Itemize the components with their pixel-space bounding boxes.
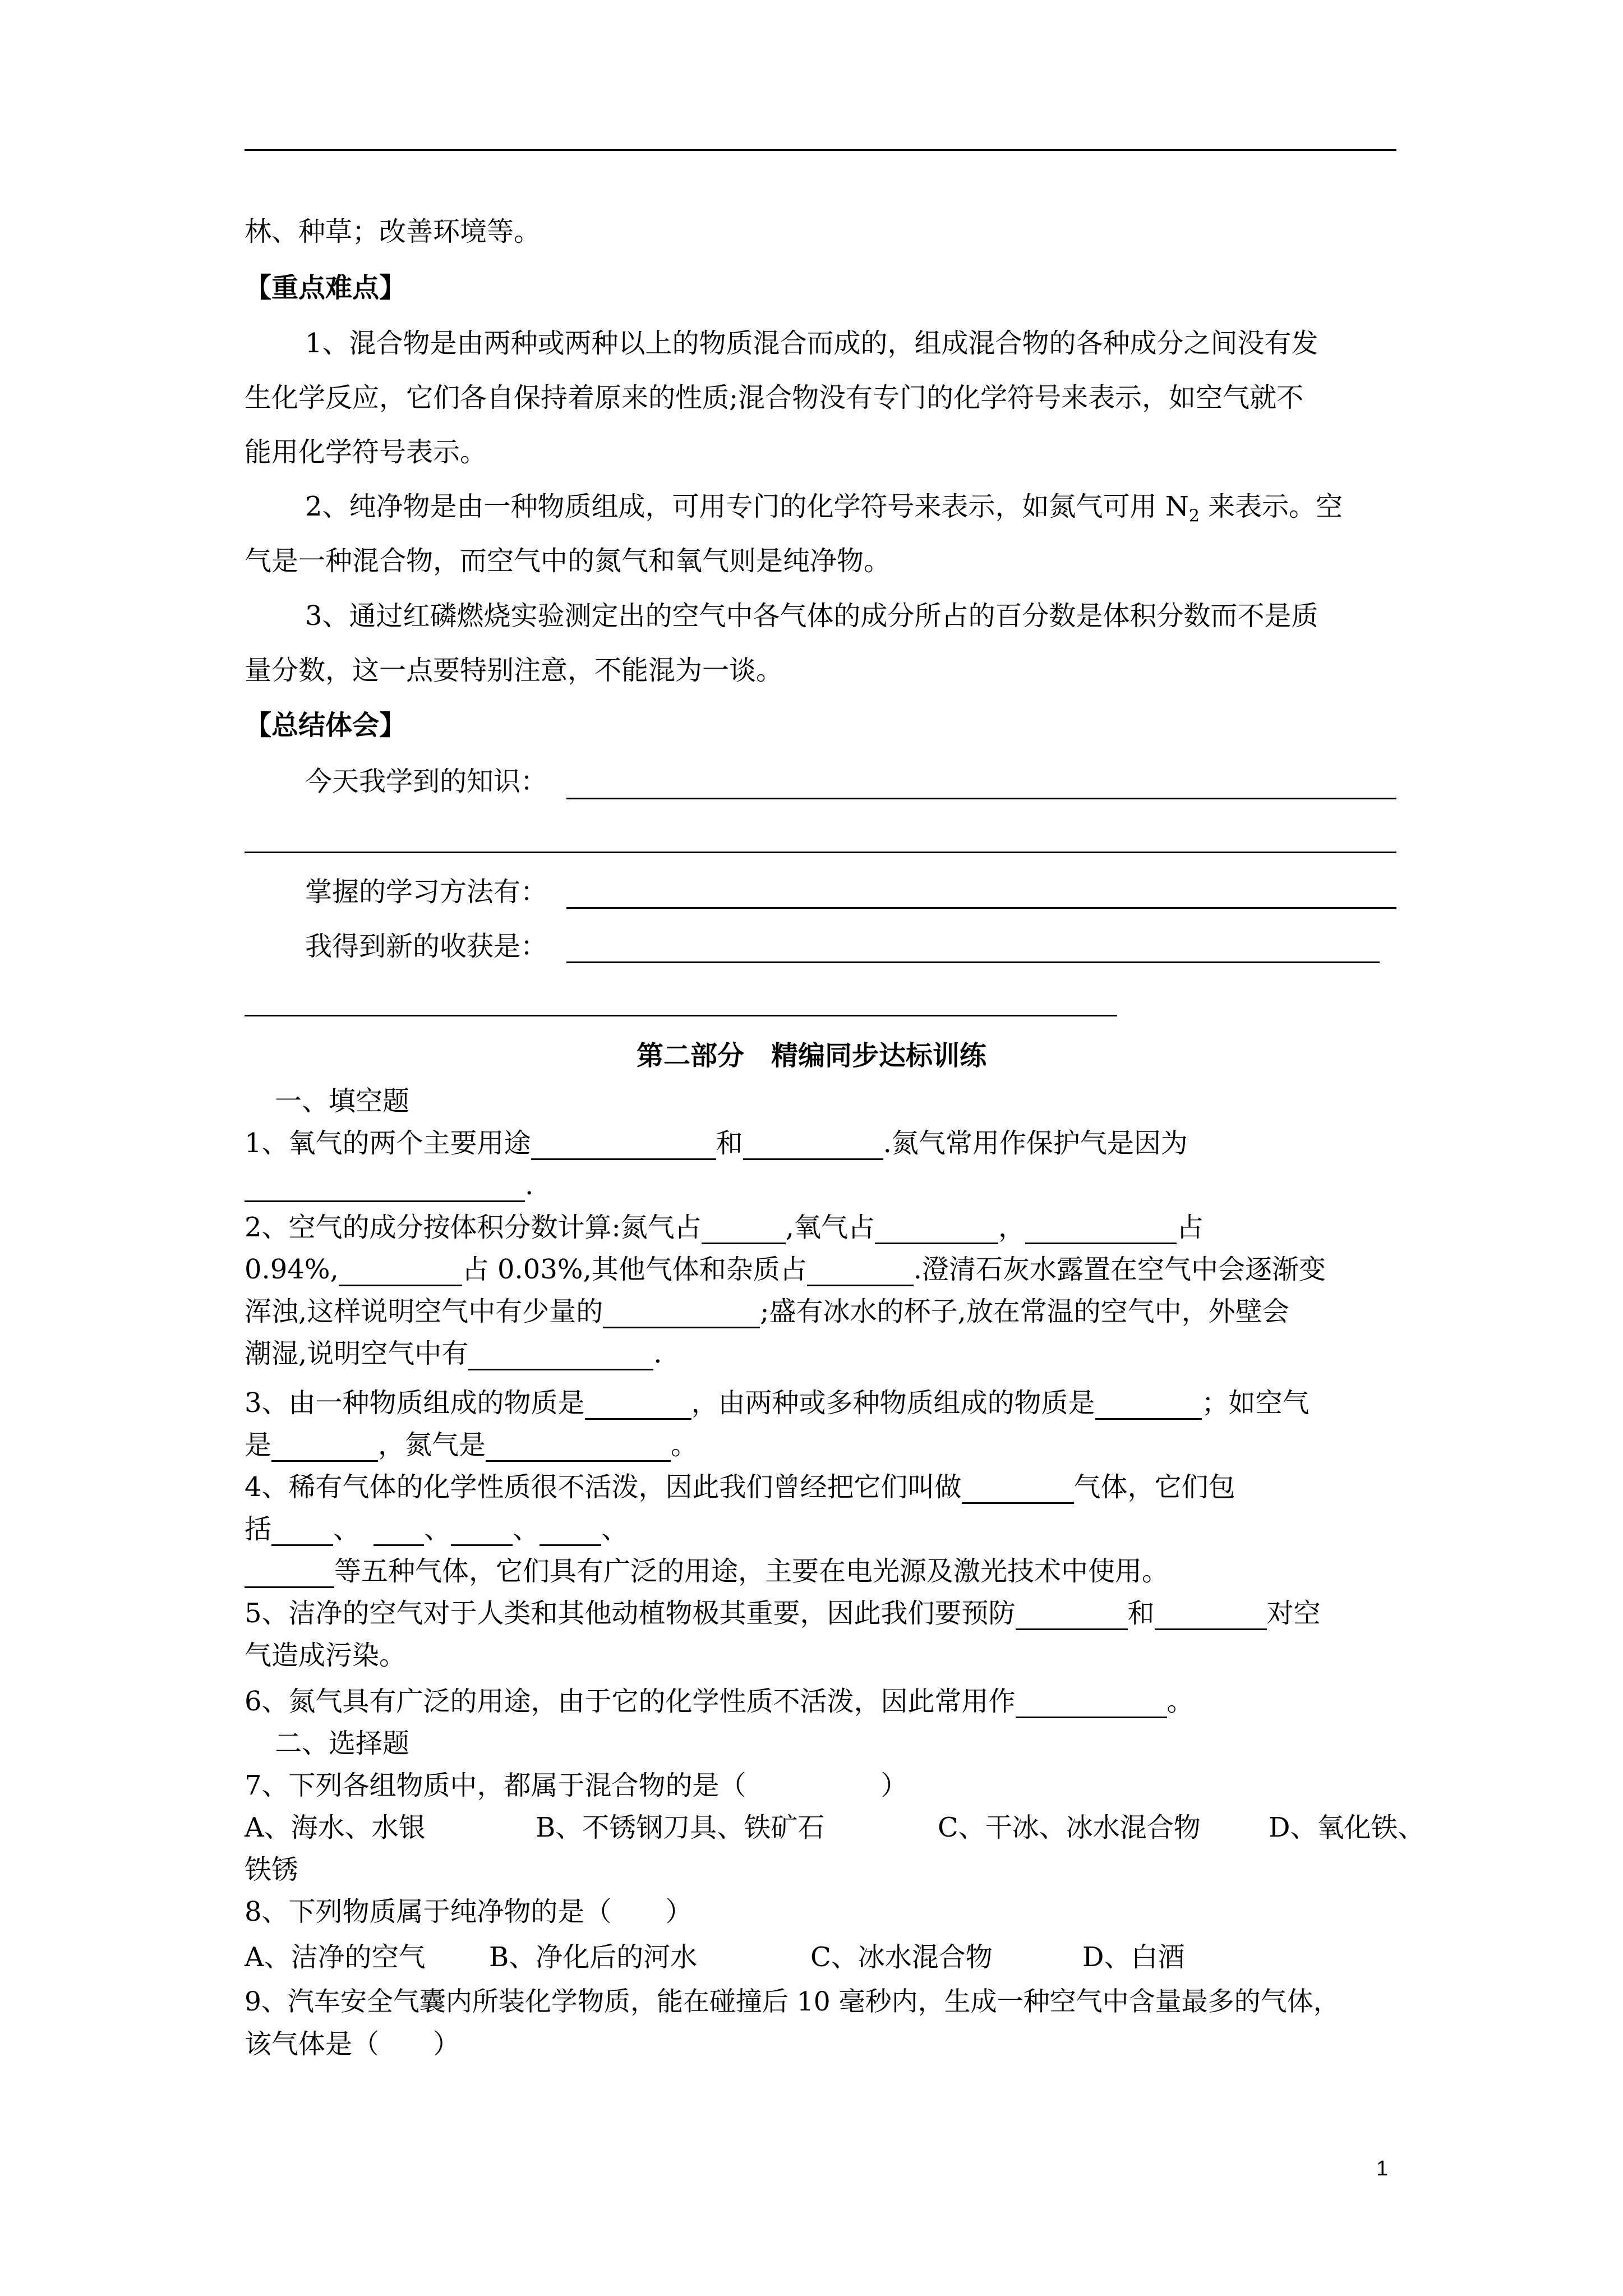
option-d[interactable]: D、白酒 — [1082, 1941, 1185, 1973]
question-2-line-4: 潮湿,说明空气中有 . — [245, 1338, 662, 1369]
blank[interactable] — [807, 1259, 914, 1286]
question-8-options — [0, 1940, 1623, 1974]
key-point-3-line-1: 3、通过红磷燃烧实验测定出的空气中各气体的成分所占的百分数是体积分数而不是质 — [305, 600, 1318, 632]
question-7-stem: 7、下列各组物质中，都属于混合物的是（ ） — [245, 1770, 908, 1801]
key-point-1-line-2: 生化学反应，它们各自保持着原来的性质;混合物没有专门的化学符号来表示，如空气就不 — [245, 382, 1304, 413]
option-b[interactable]: B、净化后的河水 — [489, 1941, 698, 1973]
question-2-line-1: 2、空气的成分按体积分数计算:氮气占 ,氧气占 ， 占 — [245, 1212, 1204, 1243]
blank[interactable] — [339, 1259, 462, 1286]
blank[interactable] — [702, 1217, 786, 1244]
blank[interactable] — [245, 1561, 334, 1588]
blank[interactable] — [540, 1519, 601, 1546]
key-point-1-line-1: 1、混合物是由两种或两种以上的物质混合而成的，组成混合物的各种成分之间没有发 — [305, 328, 1318, 359]
option-a[interactable]: A、海水、水银 — [245, 1812, 426, 1843]
key-point-2-line-2: 气是一种混合物，而空气中的氮气和氧气则是纯净物。 — [245, 545, 891, 577]
question-2-line-2: 0.94%, 占 0.03%,其他气体和杂质占 .澄清石灰水露置在空气中会逐渐变 — [245, 1254, 1326, 1285]
question-7-option-d-wrap: 铁锈 — [245, 1854, 299, 1885]
blank[interactable] — [531, 1133, 716, 1160]
key-point-2-line-1: 2、纯净物是由一种物质组成，可用专门的化学符号来表示，如氮气可用 $N_2$ 来表示。空 — [305, 491, 1343, 526]
section-choice-heading: 二、选择题 — [275, 1728, 410, 1759]
question-2-line-3: 浑浊,这样说明空气中有少量的 ;盛有冰水的杯子,放在常温的空气中，外壁会 — [245, 1296, 1289, 1327]
question-4-line-1: 4、稀有气体的化学性质很不活泼，因此我们曾经把它们叫做 气体，它们包 — [245, 1471, 1235, 1503]
key-points-heading: 【重点难点】 — [245, 272, 407, 303]
question-1: 1、氧气的两个主要用途 和 .氮气常用作保护气是因为 — [245, 1128, 1188, 1159]
question-5-line-2: 气造成污染。 — [245, 1640, 407, 1671]
blank[interactable] — [962, 1476, 1074, 1504]
question-9-line-1: 9、汽车安全气囊内所装化学物质，能在碰撞后 10 毫秒内，生成一种空气中含量最多的气体， — [245, 1986, 1340, 2017]
part2-title: 第二部分 精编同步达标训练 — [636, 1040, 986, 1071]
blank[interactable] — [451, 1519, 513, 1546]
question-4-line-3: 等五种气体，它们具有广泛的用途，主要在电光源及激光技术中使用。 — [245, 1554, 1623, 1588]
key-point-3-line-2: 量分数，这一点要特别注意，不能混为一谈。 — [245, 655, 783, 686]
question-3-line-2: 是 ，氮气是 。 — [245, 1429, 698, 1461]
blank[interactable] — [1016, 1691, 1167, 1718]
blank[interactable] — [486, 1434, 671, 1462]
blank[interactable] — [875, 1217, 998, 1244]
page-number: 1 — [1376, 2157, 1389, 2180]
question-1-cont: . — [245, 1168, 1623, 1202]
blank[interactable] — [271, 1434, 378, 1462]
summary-heading: 【总结体会】 — [245, 710, 407, 741]
blank[interactable] — [1025, 1217, 1177, 1244]
question-9-line-2: 该气体是（ ） — [245, 2028, 460, 2060]
question-6: 6、氮气具有广泛的用途，由于它的化学性质不活泼，因此常用作 。 — [245, 1686, 1194, 1717]
option-a[interactable]: A、洁净的空气 — [245, 1941, 426, 1973]
blank[interactable] — [1095, 1392, 1202, 1420]
header-rule — [245, 149, 1396, 151]
blank[interactable] — [743, 1133, 883, 1160]
gains-answer-line-1[interactable] — [566, 961, 1380, 963]
blank[interactable] — [1016, 1603, 1128, 1630]
option-c[interactable]: C、干冰、冰水混合物 — [938, 1812, 1201, 1843]
gains-label: 我得到新的收获是： — [305, 931, 548, 962]
blank[interactable] — [245, 1175, 525, 1202]
option-c[interactable]: C、冰水混合物 — [810, 1941, 993, 1973]
section-fill-in-heading: 一、填空题 — [275, 1085, 410, 1117]
blank[interactable] — [1155, 1603, 1267, 1630]
intro-tail: 林、种草；改善环境等。 — [245, 216, 541, 247]
key-point-1-line-3: 能用化学符号表示。 — [245, 436, 487, 468]
learned-answer-line-1[interactable] — [566, 798, 1396, 799]
blank[interactable] — [585, 1392, 691, 1420]
question-8-stem: 8、下列物质属于纯净物的是（ ） — [245, 1896, 693, 1927]
question-5-line-1: 5、洁净的空气对于人类和其他动植物极其重要，因此我们要预防 和 对空 — [245, 1598, 1321, 1629]
learned-label: 今天我学到的知识： — [305, 766, 548, 797]
methods-label: 掌握的学习方法有： — [305, 876, 548, 908]
learned-answer-line-2[interactable] — [245, 852, 1396, 853]
question-4-line-2: 括 、 、 、 、 — [245, 1513, 629, 1545]
blank[interactable] — [374, 1519, 424, 1546]
blank[interactable] — [603, 1301, 760, 1328]
methods-answer-line[interactable] — [566, 907, 1396, 909]
question-3-line-1: 3、由一种物质组成的物质是 ，由两种或多种物质组成的物质是 ；如空气 — [245, 1387, 1310, 1419]
question-7-options — [0, 1811, 1623, 1844]
option-d[interactable]: D、氧化铁、 — [1269, 1812, 1425, 1843]
blank[interactable] — [271, 1519, 333, 1546]
blank[interactable] — [468, 1343, 653, 1370]
gains-answer-line-2[interactable] — [245, 1015, 1117, 1016]
option-b[interactable]: B、不锈钢刀具、铁矿石 — [536, 1812, 825, 1843]
